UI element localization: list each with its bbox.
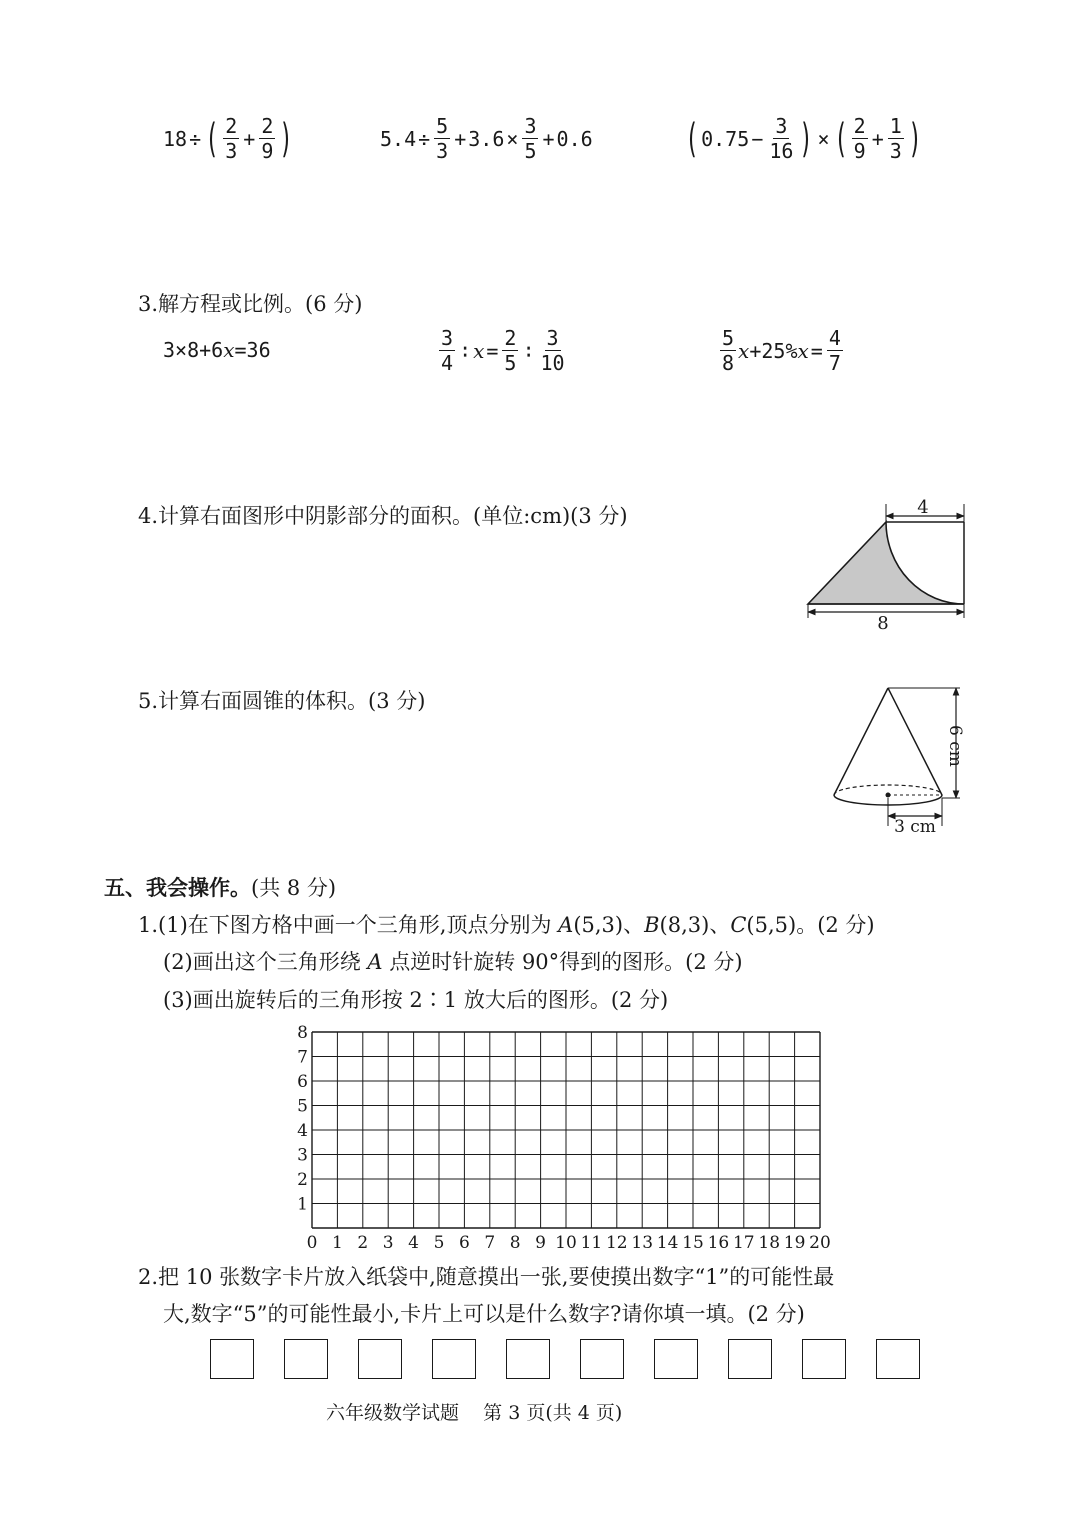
coordinate-grid[interactable]	[286, 1015, 846, 1255]
q4-title: 4.计算右面图形中阴影部分的面积。(单位:cm)(3 分)	[138, 504, 628, 528]
x-tick-label: 7	[484, 1233, 496, 1253]
section-5-title	[104, 872, 336, 902]
operator: ×	[817, 126, 830, 151]
point-label: C	[730, 913, 747, 937]
answer-card-box[interactable]	[654, 1339, 698, 1379]
label-bottom: 8	[877, 613, 889, 634]
x-tick-label: 10	[555, 1233, 577, 1253]
right-paren: )	[908, 115, 922, 162]
variable: x	[797, 338, 809, 363]
left-paren: (	[205, 115, 219, 162]
height-label: 6 cm	[945, 725, 965, 767]
q3-equation-2	[437, 328, 569, 373]
point-label: B	[644, 913, 660, 937]
point-label: A	[558, 913, 574, 937]
text: =36	[234, 338, 271, 362]
operator: =	[810, 338, 823, 363]
fraction: $\frac{3}{4}$	[441, 326, 454, 375]
number: 5.4	[380, 126, 417, 151]
answer-card-box[interactable]	[210, 1339, 254, 1379]
number: 0.75	[701, 126, 750, 151]
operator: ÷	[418, 126, 431, 151]
cone-right-side	[888, 688, 942, 795]
s5-q2-line1: 2.把 10 张数字卡片放入纸袋中,随意摸出一张,要使摸出数字“1”的可能性最	[138, 1265, 835, 1289]
y-tick-label: 4	[297, 1121, 308, 1141]
left-paren: (	[833, 115, 848, 162]
calc-expression-1	[163, 116, 295, 161]
x-tick-label: 5	[433, 1233, 445, 1253]
fraction: $\frac{2}{3}$	[225, 114, 238, 163]
x-tick-label: 8	[509, 1233, 521, 1253]
fraction: $\frac{4}{7}$	[828, 326, 841, 375]
right-paren: )	[799, 115, 814, 162]
operator: ∶	[459, 338, 472, 363]
fraction: $\frac{3}{5}$	[524, 114, 537, 163]
y-tick-label: 5	[297, 1096, 308, 1117]
answer-card-box[interactable]	[432, 1339, 476, 1379]
fraction: $\frac{3}{16}$	[769, 114, 794, 163]
x-tick-label: 15	[682, 1233, 704, 1253]
operator: −	[751, 126, 764, 151]
text: (2)画出这个三角形绕	[163, 950, 368, 974]
variable: x	[473, 338, 485, 363]
number: 3.6	[468, 126, 505, 151]
shaded-area-figure	[798, 494, 978, 634]
fraction: $\frac{2}{9}$	[261, 114, 274, 163]
y-tick-label: 2	[297, 1170, 308, 1190]
x-tick-label: 11	[580, 1233, 603, 1253]
answer-card-box[interactable]	[802, 1339, 846, 1379]
x-tick-label: 0	[306, 1233, 318, 1253]
label-top: 4	[917, 497, 929, 518]
right-paren: )	[279, 115, 294, 162]
y-tick-label: 7	[297, 1047, 308, 1068]
number: 18	[163, 126, 188, 151]
answer-card-box[interactable]	[580, 1339, 624, 1379]
x-tick-label: 20	[809, 1233, 831, 1253]
x-tick-label: 13	[631, 1233, 654, 1253]
shaded-region	[808, 522, 964, 604]
number: 0.6	[556, 126, 593, 151]
fraction: $\frac{5}{3}$	[436, 114, 449, 163]
fraction: $\frac{2}{9}$	[853, 114, 866, 163]
answer-card-box[interactable]	[728, 1339, 772, 1379]
x-tick-label: 4	[408, 1233, 420, 1253]
answer-card-box[interactable]	[284, 1339, 328, 1379]
text: 点逆时针旋转 90°得到的图形。(2 分)	[382, 950, 743, 974]
q3-title: 3.解方程或比例。(6 分)	[138, 292, 363, 316]
s5-q1-line2	[163, 946, 743, 976]
operator: ∶	[522, 338, 535, 363]
answer-card-box[interactable]	[506, 1339, 550, 1379]
x-tick-label: 6	[458, 1233, 470, 1253]
y-tick-label: 6	[297, 1072, 308, 1092]
text: (5,3)、	[573, 913, 645, 937]
s5-q1-line1	[138, 909, 875, 939]
operator: +	[454, 126, 467, 151]
section-heading: 五、我会操作。	[104, 876, 251, 900]
calc-expression-3	[683, 116, 924, 161]
radius-label: 3 cm	[894, 817, 936, 837]
section-score: (共 8 分)	[251, 876, 337, 900]
text: 1.(1)在下图方格中画一个三角形,顶点分别为	[138, 913, 559, 937]
operator: ×	[506, 126, 519, 151]
y-tick-label: 1	[297, 1194, 308, 1215]
s5-q2-line2: 大,数字“5”的可能性最小,卡片上可以是什么数字?请你填一填。(2 分)	[163, 1302, 805, 1326]
x-tick-label: 2	[357, 1233, 369, 1253]
x-tick-label: 14	[656, 1233, 679, 1253]
y-tick-label: 3	[297, 1145, 308, 1166]
calc-expression-2	[380, 116, 593, 161]
text: (8,3)、	[659, 913, 731, 937]
fraction: $\frac{2}{5}$	[504, 326, 517, 375]
text: 3×8+6	[163, 338, 224, 362]
q3-equation-3	[718, 328, 845, 373]
text: +25%	[749, 338, 798, 363]
point-label: A	[367, 950, 383, 974]
text: (5,5)。(2 分)	[746, 913, 875, 937]
cone-left-side	[834, 688, 888, 795]
operator: +	[871, 126, 884, 151]
left-paren: (	[685, 115, 699, 162]
x-tick-label: 3	[382, 1233, 394, 1253]
fraction: $\frac{5}{8}$	[722, 326, 735, 375]
operator: +	[542, 126, 555, 151]
q5-title: 5.计算右面圆锥的体积。(3 分)	[138, 689, 426, 713]
y-tick-label: 8	[297, 1023, 308, 1043]
x-tick-label: 17	[732, 1233, 755, 1253]
x-tick-label: 12	[605, 1233, 628, 1253]
x-tick-label: 16	[707, 1233, 730, 1253]
x-tick-label: 19	[783, 1233, 806, 1253]
answer-card-box[interactable]	[876, 1339, 920, 1379]
operator: =	[486, 338, 499, 363]
q3-equation-1	[163, 338, 271, 362]
fraction: $\frac{1}{3}$	[889, 114, 902, 163]
operator: ÷	[189, 126, 202, 151]
x-tick-label: 18	[758, 1233, 781, 1253]
s5-q1-line3: (3)画出旋转后的三角形按 2∶1 放大后的图形。(2 分)	[163, 988, 669, 1012]
operator: +	[243, 126, 256, 151]
variable: x	[223, 338, 235, 362]
page-footer: 六年级数学试题 第 3 页(共 4 页)	[326, 1402, 623, 1424]
variable: x	[738, 338, 750, 363]
cone-figure	[826, 680, 976, 840]
fraction: $\frac{3}{10}$	[540, 326, 565, 375]
x-tick-label: 1	[331, 1233, 343, 1253]
answer-card-box[interactable]	[358, 1339, 402, 1379]
x-tick-label: 9	[535, 1233, 547, 1253]
